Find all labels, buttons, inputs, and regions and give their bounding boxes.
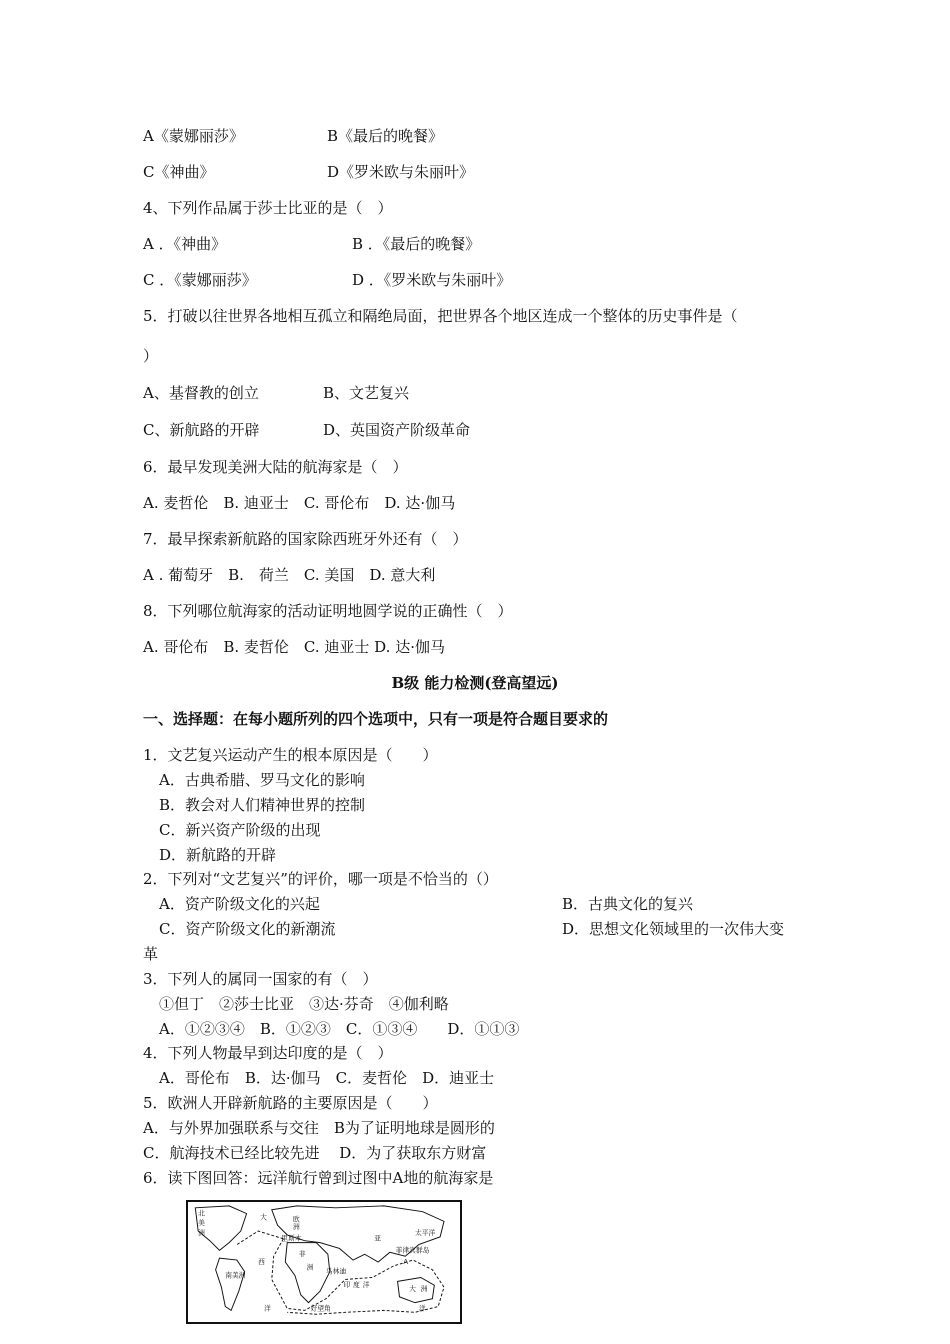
b4-options: A．哥伦布 B．达·伽马 C．麦哲伦 D．迪亚士 bbox=[159, 1069, 495, 1087]
b5-stem: 5．欧洲人开辟新航路的主要原因是（ ） bbox=[143, 1094, 438, 1112]
b2-option-d: D．思想文化领域里的一次伟大变 bbox=[562, 920, 785, 938]
q5-option-d: D、英国资产阶级革命 bbox=[323, 421, 471, 439]
q3-option-a: A《蒙娜丽莎》 bbox=[143, 127, 244, 145]
q4-option-d: D ．《罗米欧与朱丽叶》 bbox=[352, 271, 512, 289]
map-label-zhou-1: 洲 bbox=[198, 1228, 205, 1237]
voyage-map-drawing bbox=[188, 1202, 460, 1322]
b5-line1: A．与外界加强联系与交往 B为了证明地球是圆形的 bbox=[143, 1119, 495, 1137]
b4-stem: 4．下列人物最早到达印度的是（ ） bbox=[143, 1044, 393, 1062]
map-label-bei: 北 bbox=[198, 1209, 205, 1218]
map-label-south-america: 南美洲 bbox=[225, 1271, 246, 1280]
map-label-zhou-2: 洲 bbox=[293, 1223, 300, 1232]
map-label-pacific: 太平洋 bbox=[414, 1228, 436, 1237]
q8-stem: 8．下列哪位航海家的活动证明地圆学说的正确性（ ） bbox=[143, 602, 513, 620]
q4-option-c: C ．《蒙娜丽莎》 bbox=[143, 271, 257, 289]
map-label-philippines: 菲律宾群岛 bbox=[395, 1246, 430, 1255]
b1-option-a: A．古典希腊、罗马文化的影响 bbox=[159, 771, 365, 789]
voyage-map bbox=[186, 1200, 462, 1324]
q4-option-a: A ．《神曲》 bbox=[143, 235, 227, 253]
b1-option-d: D．新航路的开辟 bbox=[159, 846, 277, 864]
q8-options: A. 哥伦布 B. 麦哲伦 C. 迪亚士 D. 达·伽马 bbox=[143, 638, 445, 656]
section-b-heading: 一、选择题：在每小题所列的四个选项中，只有一项是符合题目要求的 bbox=[143, 710, 609, 728]
q5-option-c: C、新航路的开辟 bbox=[143, 421, 260, 439]
map-label-lisbon: 里斯本 bbox=[281, 1234, 302, 1243]
map-label-yin: 印 bbox=[343, 1281, 351, 1290]
b2-stem: 2．下列对“文艺复兴”的评价，哪一项是不恰当的（） bbox=[143, 870, 498, 888]
q6-stem: 6．最早发现美洲大陆的航海家是（ ） bbox=[143, 458, 408, 476]
map-label-zhou-4: 洲 bbox=[420, 1285, 428, 1294]
b5-line2: C．航海技术已经比较先进 D．为了获取东方财富 bbox=[143, 1144, 487, 1162]
b3-stem: 3．下列人的属同一国家的有（ ） bbox=[143, 970, 378, 988]
b2-option-b: B．古典文化的复兴 bbox=[562, 895, 694, 913]
map-label-fei: 非 bbox=[298, 1250, 306, 1259]
map-label-mei: 美 bbox=[198, 1219, 205, 1228]
q3-option-b: B《最后的晚餐》 bbox=[327, 127, 444, 145]
b2-option-a: A．资产阶级文化的兴起 bbox=[159, 895, 320, 913]
q3-option-d: D《罗米欧与朱丽叶》 bbox=[327, 163, 475, 181]
map-label-da: 大 bbox=[260, 1213, 267, 1222]
q5-stem-end: ） bbox=[143, 347, 159, 365]
b3-options: A．①②③④ B．①②③ C．①③④ D．①①③ bbox=[159, 1020, 520, 1038]
q5-stem: 5．打破以往世界各地相互孤立和隔绝局面，把世界各个地区连成一个整体的历史事件是（ bbox=[143, 307, 738, 325]
map-label-ya: 亚 bbox=[374, 1234, 382, 1243]
map-label-yang-3: 洋 bbox=[418, 1304, 426, 1313]
map-label-malindi: 马林迪 bbox=[325, 1267, 347, 1276]
map-label-du: 度 bbox=[353, 1281, 360, 1290]
q5-option-b: B、文艺复兴 bbox=[323, 384, 410, 402]
q7-options: A . 葡萄牙 B. 荷兰 C. 美国 D. 意大利 bbox=[143, 566, 436, 584]
q3-option-c: C《神曲》 bbox=[143, 163, 215, 181]
b1-option-b: B．教会对人们精神世界的控制 bbox=[159, 796, 366, 814]
q4-option-b: B ．《最后的晚餐》 bbox=[352, 235, 481, 253]
b1-option-c: C．新兴资产阶级的出现 bbox=[159, 821, 321, 839]
map-label-ou: 欧 bbox=[293, 1215, 300, 1224]
q5-option-a: A、基督教的创立 bbox=[143, 384, 259, 402]
b6-stem: 6．读下图回答：远洋航行曾到过图中A地的航海家是 bbox=[143, 1169, 494, 1187]
map-label-xi: 西 bbox=[258, 1257, 265, 1266]
section-b-title: B级 能力检测(登高望远) bbox=[391, 674, 559, 692]
b1-stem: 1．文艺复兴运动产生的根本原因是（ ） bbox=[143, 746, 438, 764]
b3-items: ①但丁 ②莎士比亚 ③达·芬奇 ④伽利略 bbox=[159, 995, 449, 1013]
b2-option-c: C．资产阶级文化的新潮流 bbox=[159, 920, 336, 938]
map-label-da-2: 大 bbox=[409, 1285, 416, 1294]
map-label-cape-good-hope: 好望角 bbox=[310, 1304, 331, 1313]
map-label-yang-2: 洋 bbox=[264, 1304, 271, 1313]
q7-stem: 7．最早探索新航路的国家除西班牙外还有（ ） bbox=[143, 530, 468, 548]
q6-options: A. 麦哲伦 B. 迪亚士 C. 哥伦布 D. 达·伽马 bbox=[143, 494, 456, 512]
q4-stem: 4、下列作品属于莎士比亚的是（ ） bbox=[143, 199, 393, 217]
map-label-zhou-3: 洲 bbox=[306, 1263, 314, 1272]
map-label-yang-1: 洋 bbox=[362, 1281, 370, 1290]
b2-option-d-cont: 革 bbox=[143, 945, 159, 963]
map-label-a: A bbox=[403, 1257, 408, 1266]
